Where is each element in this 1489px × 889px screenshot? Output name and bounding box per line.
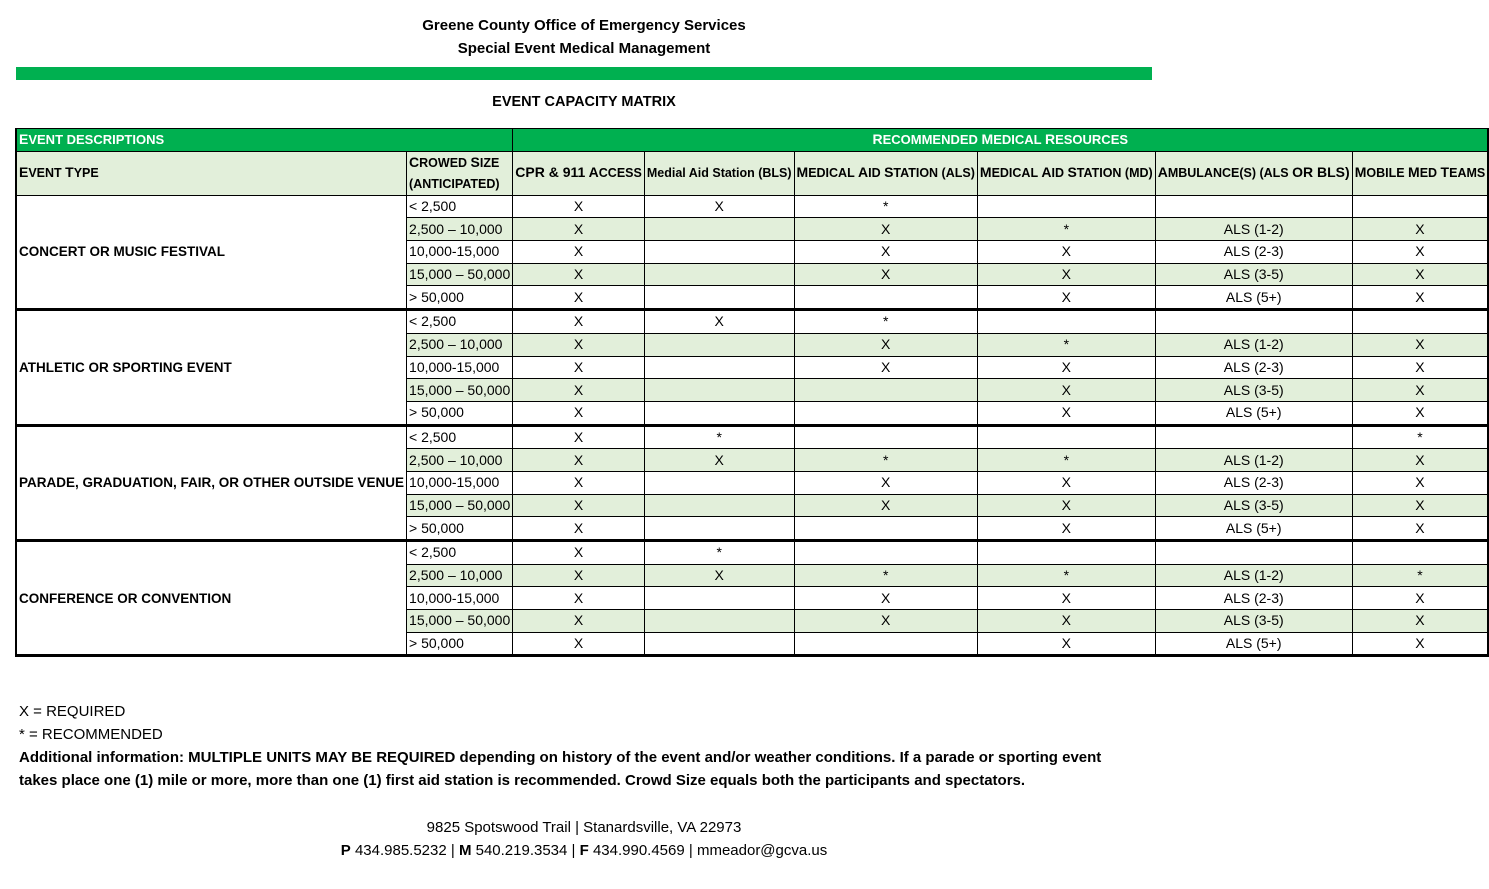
- crowd-size-cell: > 50,000: [407, 632, 513, 656]
- event-type-cell: CONCERT OR MUSIC FESTIVAL: [16, 195, 407, 309]
- resource-cell-cpr: X: [513, 195, 645, 218]
- resource-cell-md: *: [977, 218, 1155, 241]
- resource-cell-amb: [1155, 310, 1352, 334]
- resource-cell-cpr: X: [513, 286, 645, 310]
- resource-cell-mobile: X: [1352, 587, 1488, 610]
- resource-cell-bls: [644, 401, 794, 425]
- resource-cell-amb: ALS (3-5): [1155, 379, 1352, 402]
- resource-cell-amb: ALS (3-5): [1155, 263, 1352, 286]
- resource-cell-cpr: X: [513, 610, 645, 633]
- resource-cell-md: *: [977, 449, 1155, 472]
- resource-cell-amb: ALS (1-2): [1155, 449, 1352, 472]
- crowd-size-cell: 10,000-15,000: [407, 241, 513, 264]
- resource-cell-cpr: X: [513, 494, 645, 517]
- legend-recommended: * = RECOMMENDED: [19, 726, 163, 743]
- col-crowd-size: CROWED SIZE (ANTICIPATED): [407, 151, 513, 195]
- resource-cell-als: X: [794, 587, 977, 610]
- resource-cell-bls: [644, 379, 794, 402]
- resource-cell-bls: [644, 471, 794, 494]
- resource-cell-md: X: [977, 494, 1155, 517]
- resource-cell-md: [977, 541, 1155, 565]
- resource-cell-als: [794, 632, 977, 656]
- crowd-size-cell: < 2,500: [407, 195, 513, 218]
- resource-cell-md: X: [977, 517, 1155, 541]
- resource-cell-md: X: [977, 610, 1155, 633]
- resource-cell-bls: [644, 610, 794, 633]
- resource-cell-md: X: [977, 286, 1155, 310]
- crowd-size-cell: 10,000-15,000: [407, 587, 513, 610]
- crowd-size-cell: 2,500 – 10,000: [407, 218, 513, 241]
- resource-cell-bls: [644, 218, 794, 241]
- column-header-row: [16, 151, 1488, 195]
- resource-cell-bls: [644, 587, 794, 610]
- matrix-title: EVENT CAPACITY MATRIX: [492, 94, 676, 110]
- resource-cell-als: X: [794, 610, 977, 633]
- resource-cell-cpr: X: [513, 425, 645, 449]
- resource-cell-mobile: X: [1352, 471, 1488, 494]
- resource-cell-als: X: [794, 263, 977, 286]
- crowd-size-cell: < 2,500: [407, 541, 513, 565]
- event-type-cell: CONFERENCE OR CONVENTION: [16, 541, 407, 656]
- resource-cell-amb: ALS (5+): [1155, 632, 1352, 656]
- band-recommended-resources: RECOMMENDED MEDICAL RESOURCES: [513, 129, 1488, 152]
- resource-cell-als: *: [794, 449, 977, 472]
- resource-cell-md: [977, 425, 1155, 449]
- resource-cell-als: X: [794, 241, 977, 264]
- table-row: [16, 425, 1488, 449]
- resource-cell-cpr: X: [513, 356, 645, 379]
- contact-footer: [16, 816, 1152, 862]
- col-ambulance: AMBULANCE(S) (ALS OR BLS): [1155, 151, 1352, 195]
- col-mobile-med-teams: MOBILE MED TEAMS: [1352, 151, 1488, 195]
- resource-cell-md: X: [977, 471, 1155, 494]
- resource-cell-bls: [644, 494, 794, 517]
- resource-cell-bls: [644, 241, 794, 264]
- resource-cell-cpr: X: [513, 541, 645, 565]
- col-md-station: MEDICAL AID STATION (MD): [977, 151, 1155, 195]
- resource-cell-mobile: X: [1352, 449, 1488, 472]
- additional-info-note: Additional information: MULTIPLE UNITS MAY BE REQUIRED depending on history of the event and/or weather conditions. If a parade or sporting event takes place one (1) mile or more, more than one (1) first aid station is recommended. Crowd Size equals both the participants and spectators.: [19, 749, 1102, 789]
- resource-cell-amb: ALS (1-2): [1155, 333, 1352, 356]
- resource-cell-amb: ALS (3-5): [1155, 494, 1352, 517]
- legend-required: X = REQUIRED: [19, 703, 126, 720]
- resource-cell-mobile: X: [1352, 263, 1488, 286]
- resource-cell-amb: ALS (3-5): [1155, 610, 1352, 633]
- footer-contacts: P 434.985.5232 | M 540.219.3534 | F 434.990.4569 | mmeador@gcva.us: [340, 842, 828, 859]
- resource-cell-als: X: [794, 218, 977, 241]
- crowd-size-cell: 15,000 – 50,000: [407, 494, 513, 517]
- table-row: [16, 310, 1488, 334]
- resource-cell-amb: [1155, 425, 1352, 449]
- crowd-size-cell: > 50,000: [407, 401, 513, 425]
- resource-cell-mobile: X: [1352, 517, 1488, 541]
- resource-cell-mobile: [1352, 195, 1488, 218]
- resource-cell-mobile: X: [1352, 286, 1488, 310]
- resource-cell-als: *: [794, 195, 977, 218]
- resource-cell-cpr: X: [513, 632, 645, 656]
- resource-cell-bls: [644, 286, 794, 310]
- resource-cell-md: X: [977, 632, 1155, 656]
- col-als-station: MEDICAL AID STATION (ALS): [794, 151, 977, 195]
- crowd-size-cell: 15,000 – 50,000: [407, 379, 513, 402]
- resource-cell-mobile: X: [1352, 632, 1488, 656]
- table-row: [16, 195, 1488, 218]
- col-event-type: EVENT TYPE: [16, 151, 407, 195]
- crowd-size-cell: > 50,000: [407, 517, 513, 541]
- fax-number: 434.990.4569: [592, 842, 685, 859]
- resource-cell-als: X: [794, 494, 977, 517]
- resource-cell-cpr: X: [513, 241, 645, 264]
- resource-cell-als: [794, 541, 977, 565]
- resource-cell-amb: ALS (2-3): [1155, 356, 1352, 379]
- band-event-descriptions: EVENT DESCRIPTIONS: [16, 129, 513, 152]
- resource-cell-md: X: [977, 401, 1155, 425]
- crowd-size-cell: 2,500 – 10,000: [407, 333, 513, 356]
- resource-cell-als: *: [794, 564, 977, 587]
- crowd-size-cell: 2,500 – 10,000: [407, 449, 513, 472]
- document-header: [16, 14, 1152, 60]
- resource-cell-cpr: X: [513, 333, 645, 356]
- resource-cell-mobile: X: [1352, 401, 1488, 425]
- resource-cell-cpr: X: [513, 263, 645, 286]
- resource-cell-amb: ALS (5+): [1155, 517, 1352, 541]
- resource-cell-md: X: [977, 587, 1155, 610]
- resource-cell-mobile: X: [1352, 494, 1488, 517]
- resource-cell-md: X: [977, 241, 1155, 264]
- phone-number: 434.985.5232: [354, 842, 447, 859]
- crowd-size-cell: < 2,500: [407, 310, 513, 334]
- resource-cell-cpr: X: [513, 218, 645, 241]
- resource-cell-amb: ALS (1-2): [1155, 218, 1352, 241]
- resource-cell-als: [794, 517, 977, 541]
- col-bls-station: Medial Aid Station (BLS): [644, 151, 794, 195]
- resource-cell-als: [794, 425, 977, 449]
- resource-cell-bls: *: [644, 541, 794, 565]
- resource-cell-bls: X: [644, 195, 794, 218]
- resource-cell-bls: X: [644, 310, 794, 334]
- crowd-size-cell: 15,000 – 50,000: [407, 610, 513, 633]
- resource-cell-mobile: X: [1352, 333, 1488, 356]
- resource-cell-md: *: [977, 564, 1155, 587]
- resource-cell-als: [794, 379, 977, 402]
- resource-cell-cpr: X: [513, 449, 645, 472]
- crowd-size-cell: > 50,000: [407, 286, 513, 310]
- resource-cell-mobile: X: [1352, 610, 1488, 633]
- resource-cell-als: X: [794, 356, 977, 379]
- crowd-size-cell: < 2,500: [407, 425, 513, 449]
- event-type-cell: ATHLETIC OR SPORTING EVENT: [16, 310, 407, 425]
- resource-cell-bls: *: [644, 425, 794, 449]
- crowd-size-cell: 15,000 – 50,000: [407, 263, 513, 286]
- resource-cell-cpr: X: [513, 310, 645, 334]
- resource-cell-bls: X: [644, 564, 794, 587]
- resource-cell-md: X: [977, 379, 1155, 402]
- resource-cell-bls: [644, 517, 794, 541]
- resource-cell-amb: ALS (5+): [1155, 286, 1352, 310]
- header-divider: [16, 67, 1152, 80]
- resource-cell-amb: ALS (2-3): [1155, 471, 1352, 494]
- resource-cell-amb: [1155, 541, 1352, 565]
- col-cpr-911: CPR & 911 ACCESS: [513, 151, 645, 195]
- document-subtitle: Special Event Medical Management: [457, 40, 711, 57]
- resource-cell-cpr: X: [513, 564, 645, 587]
- resource-cell-bls: X: [644, 449, 794, 472]
- resource-cell-md: X: [977, 263, 1155, 286]
- resource-cell-als: *: [794, 310, 977, 334]
- legend: [19, 700, 1129, 792]
- resource-cell-als: [794, 401, 977, 425]
- footer-address: 9825 Spotswood Trail | Stanardsville, VA 22973: [426, 819, 742, 836]
- resource-cell-md: *: [977, 333, 1155, 356]
- crowd-size-cell: 10,000-15,000: [407, 471, 513, 494]
- crowd-size-cell: 10,000-15,000: [407, 356, 513, 379]
- resource-cell-mobile: *: [1352, 564, 1488, 587]
- mobile-number: 540.219.3534: [475, 842, 568, 859]
- resource-cell-cpr: X: [513, 471, 645, 494]
- crowd-size-cell: 2,500 – 10,000: [407, 564, 513, 587]
- resource-cell-cpr: X: [513, 379, 645, 402]
- resource-cell-mobile: *: [1352, 425, 1488, 449]
- resource-cell-amb: ALS (2-3): [1155, 587, 1352, 610]
- resource-cell-bls: [644, 632, 794, 656]
- resource-cell-md: [977, 310, 1155, 334]
- resource-cell-cpr: X: [513, 401, 645, 425]
- resource-cell-als: [794, 286, 977, 310]
- resource-cell-mobile: X: [1352, 356, 1488, 379]
- org-name: Greene County Office of Emergency Services: [422, 17, 746, 34]
- resource-cell-als: X: [794, 471, 977, 494]
- resource-cell-cpr: X: [513, 587, 645, 610]
- resource-cell-mobile: X: [1352, 379, 1488, 402]
- resource-cell-mobile: X: [1352, 241, 1488, 264]
- resource-cell-mobile: [1352, 541, 1488, 565]
- resource-cell-amb: ALS (2-3): [1155, 241, 1352, 264]
- email-link[interactable]: mmeador@gcva.us: [696, 842, 828, 859]
- resource-cell-bls: [644, 333, 794, 356]
- event-capacity-matrix: [15, 128, 1489, 657]
- resource-cell-amb: ALS (1-2): [1155, 564, 1352, 587]
- resource-cell-md: X: [977, 356, 1155, 379]
- resource-cell-md: [977, 195, 1155, 218]
- resource-cell-bls: [644, 356, 794, 379]
- resource-cell-cpr: X: [513, 517, 645, 541]
- resource-cell-als: X: [794, 333, 977, 356]
- event-type-cell: PARADE, GRADUATION, FAIR, OR OTHER OUTSIDE VENUE: [16, 425, 407, 540]
- resource-cell-mobile: X: [1352, 218, 1488, 241]
- table-row: [16, 541, 1488, 565]
- band-header-row: [16, 129, 1488, 152]
- resource-cell-bls: [644, 263, 794, 286]
- resource-cell-amb: [1155, 195, 1352, 218]
- resource-cell-amb: ALS (5+): [1155, 401, 1352, 425]
- resource-cell-mobile: [1352, 310, 1488, 334]
